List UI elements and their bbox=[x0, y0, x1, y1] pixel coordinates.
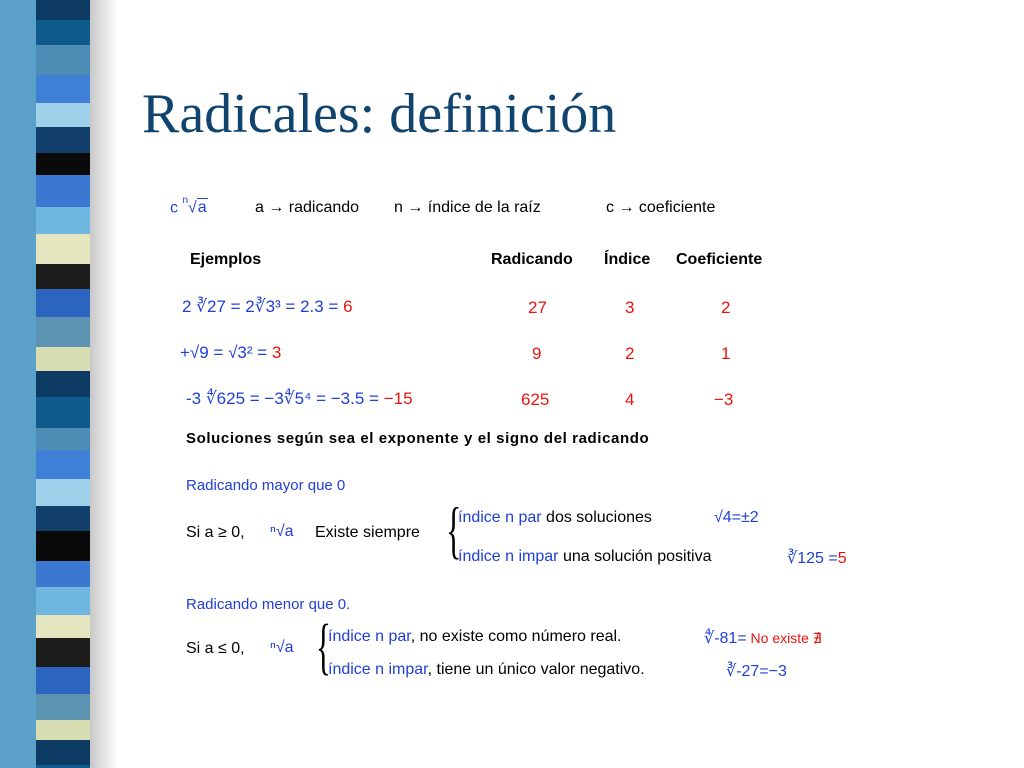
header-ejemplos: Ejemplos bbox=[190, 251, 262, 268]
formula-radicand: a bbox=[197, 199, 207, 217]
stripe-band bbox=[36, 479, 90, 506]
definition-coeficiente: c → coeficiente bbox=[606, 199, 716, 216]
row-1-expr: 2 ∛27 = 2∛3³ = 2.3 = bbox=[182, 297, 344, 316]
negative-par-example-group bbox=[704, 628, 822, 648]
header-coeficiente: Coeficiente bbox=[676, 251, 763, 268]
stripe-column-main bbox=[36, 0, 90, 768]
row-2-result: 3 bbox=[271, 343, 282, 362]
slide-title: Radicales: definición bbox=[142, 83, 617, 145]
negative-impar-line bbox=[328, 661, 645, 679]
table-row-3-expression bbox=[186, 389, 413, 409]
row-3-result: −15 bbox=[383, 389, 413, 408]
stripe-band bbox=[36, 234, 90, 264]
stripe-band bbox=[36, 638, 90, 667]
header-radicando: Radicando bbox=[491, 251, 573, 268]
negative-impar-example: ∛-27= bbox=[726, 663, 769, 680]
row-1-result: 6 bbox=[343, 297, 353, 316]
stripe-band bbox=[36, 506, 90, 531]
stripe-column-left bbox=[0, 0, 36, 768]
row-2-coeficiente: 1 bbox=[721, 344, 731, 363]
stripe-band bbox=[36, 153, 90, 175]
negative-brace: { bbox=[316, 613, 331, 681]
row-1-indice: 3 bbox=[625, 298, 635, 317]
stripe-band bbox=[36, 45, 90, 75]
stripe-shadow bbox=[90, 0, 118, 768]
negative-label: Radicando menor que 0. bbox=[186, 596, 351, 613]
stripe-band bbox=[36, 207, 90, 234]
negative-par-example: ∜-81= bbox=[704, 630, 747, 647]
positive-par-text: dos soluciones bbox=[541, 509, 652, 526]
stripe-band bbox=[36, 694, 90, 720]
positive-root: ⁿ√a bbox=[270, 523, 294, 540]
positive-condition: Si a ≥ 0, bbox=[186, 524, 245, 541]
negative-impar-example-group bbox=[726, 661, 787, 681]
row-2-radicando: 9 bbox=[532, 344, 542, 363]
negative-par-text: , no existe como número real. bbox=[410, 628, 622, 645]
stripe-band bbox=[36, 347, 90, 371]
positive-existence: Existe siempre bbox=[315, 524, 420, 541]
stripe-band bbox=[36, 428, 90, 450]
stripe-band bbox=[36, 397, 90, 428]
row-2-indice: 2 bbox=[625, 344, 635, 363]
definition-radicando: a → radicando bbox=[255, 199, 360, 216]
positive-impar-example: ∛125 = bbox=[787, 550, 838, 567]
stripe-band bbox=[36, 0, 90, 20]
row-2-expr: +√9 = √3² = bbox=[180, 343, 272, 362]
positive-par-label: índice n par bbox=[458, 509, 542, 526]
row-1-coeficiente: 2 bbox=[721, 298, 731, 317]
definition-indice: n → índice de la raíz bbox=[394, 199, 541, 216]
table-row-1-expression bbox=[182, 297, 353, 317]
positive-impar-line bbox=[458, 548, 711, 566]
row-3-coeficiente: −3 bbox=[714, 390, 734, 409]
positive-impar-result: 5 bbox=[837, 550, 847, 567]
negative-impar-text: , tiene un único valor negativo. bbox=[427, 661, 645, 678]
stripe-band bbox=[36, 615, 90, 638]
stripe-band bbox=[36, 264, 90, 289]
header-indice: Índice bbox=[604, 251, 651, 268]
stripe-band bbox=[36, 127, 90, 153]
positive-impar-text: una solución positiva bbox=[558, 548, 712, 565]
negative-impar-label: índice n impar bbox=[328, 661, 428, 678]
positive-label: Radicando mayor que 0 bbox=[186, 477, 346, 494]
stripe-band bbox=[36, 75, 90, 103]
stripe-band bbox=[36, 667, 90, 694]
stripe-band bbox=[36, 587, 90, 615]
stripe-band bbox=[36, 317, 90, 347]
row-1-radicando: 27 bbox=[528, 298, 547, 317]
formula-coefficient: c bbox=[170, 199, 178, 217]
stripe-band bbox=[36, 531, 90, 561]
table-row-2-expression bbox=[180, 343, 281, 363]
stripe-band bbox=[36, 561, 90, 587]
stripe-band bbox=[36, 175, 90, 207]
decorative-stripes bbox=[0, 0, 118, 768]
positive-brace: { bbox=[446, 494, 462, 565]
positive-impar-label: índice n impar bbox=[458, 548, 559, 565]
stripe-band bbox=[36, 740, 90, 765]
negative-root: ⁿ√a bbox=[270, 639, 294, 656]
stripe-band bbox=[36, 720, 90, 740]
negative-par-label: índice n par bbox=[328, 628, 411, 645]
solutions-heading: Soluciones según sea el exponente y el signo del radicando bbox=[186, 430, 650, 447]
row-3-expr: -3 ∜625 = −3∜5⁴ = −3.5 = bbox=[186, 389, 384, 408]
stripe-band bbox=[36, 20, 90, 45]
negative-par-result: No existe ∄ bbox=[746, 630, 822, 646]
negative-condition: Si a ≤ 0, bbox=[186, 640, 245, 657]
positive-par-example: √4=±2 bbox=[714, 509, 759, 526]
positive-impar-example-group bbox=[787, 548, 847, 568]
stripe-band bbox=[36, 371, 90, 397]
stripe-band bbox=[36, 450, 90, 479]
negative-impar-result: −3 bbox=[768, 663, 787, 680]
definition-formula: c $^n$√a bbox=[170, 195, 207, 217]
row-3-indice: 4 bbox=[625, 390, 635, 409]
stripe-band bbox=[36, 103, 90, 127]
negative-par-line bbox=[328, 628, 622, 646]
positive-par-line bbox=[458, 509, 652, 527]
stripe-band bbox=[36, 289, 90, 317]
row-3-radicando: 625 bbox=[521, 390, 550, 409]
formula-index: n bbox=[182, 195, 189, 206]
